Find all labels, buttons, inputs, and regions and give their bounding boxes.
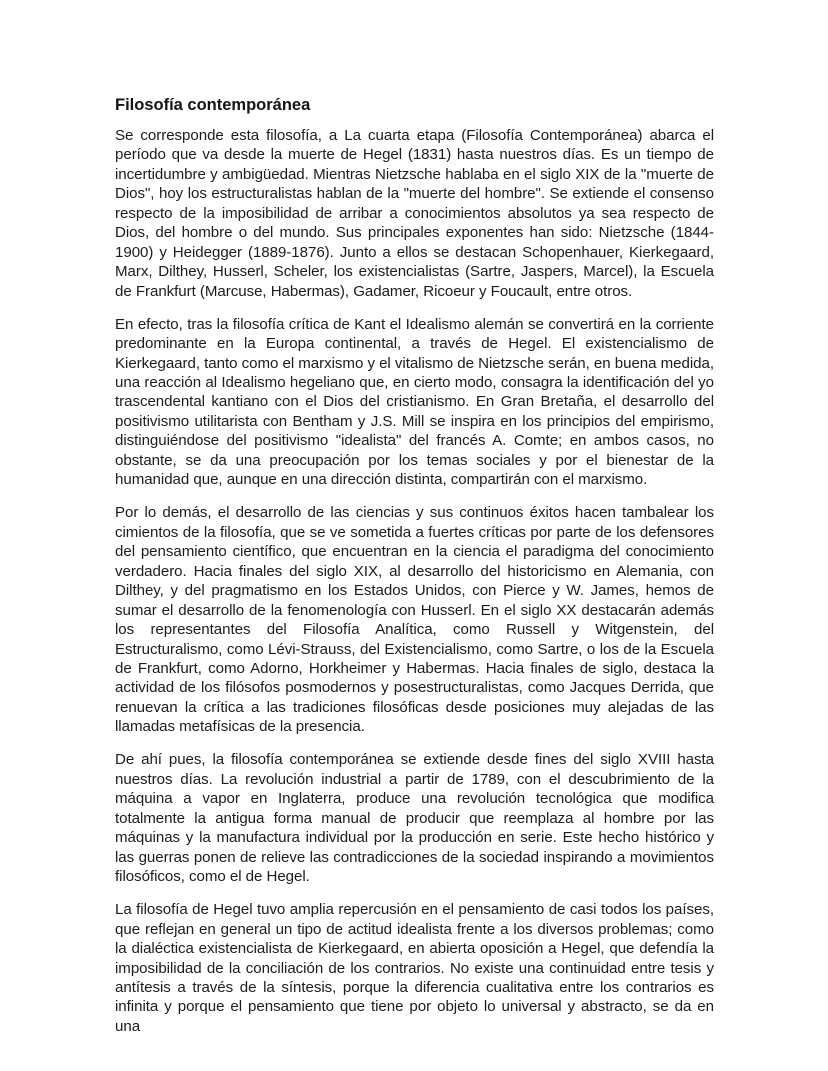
section-title: Filosofía contemporánea (115, 96, 311, 114)
paragraph-4: De ahí pues, la filosofía contemporánea se extiende desde fines del siglo XVIII hasta nuestros días. La revolución industrial a partir de 1789, con el descubrimiento de la máquina a vapor en Inglaterra, produce una revolución tecnológica que modifica totalmente la antigua forma manual de producir que reemplaza al hombre por las máquinas y la manufactura individual por la producción en serie. Este hecho histórico y las guerras ponen de relieve las contradicciones de la sociedad inspirando a movimientos filosóficos, como el de Hegel. (115, 751, 714, 886)
paragraph-5: La filosofía de Hegel tuvo amplia repercusión en el pensamiento de casi todos los países, que reflejan en general un tipo de actitud idealista frente a los diversos problemas; como la dialéctica existencialista de Kierkegaard, en abierta oposición a Hegel, que defendía la imposibilidad de la conciliación de los contrarios. No existe una continuidad entre tesis y antítesis a través de la síntesis, porque la diferencia cualitativa entre los contrarios es infinita y porque el pensamiento que tiene por objeto lo universal y abstracto, se da en una (115, 901, 714, 1035)
paragraph-2: En efecto, tras la filosofía crítica de Kant el Idealismo alemán se convertirá en la corriente predominante en la Europa continental, a través de Hegel. El existencialismo de Kierkegaard, tanto como el marxismo y el vitalismo de Nietzsche serán, en buena medida, una reacción al Idealismo hegeliano que, en cierto modo, consagra la identificación del yo trascendental kantiano con el Dios del cristianismo. En Gran Bretaña, el desarrollo del positivismo utilitarista con Bentham y J.S. Mill se inspira en los principios del empirismo, distinguiéndose del positivismo "idealista" del francés A. Comte; en ambos casos, no obstante, se da una preocupación por los temas sociales y por el bienestar de la humanidad que, aunque en una dirección distinta, compartirán con el marxismo. (115, 315, 714, 489)
paragraph-3: Por lo demás, el desarrollo de las ciencias y sus continuos éxitos hacen tambalear los cimientos de la filosofía, que se ve sometida a fuertes críticas por parte de los defensores del pensamiento científico, que encuentran en la ciencia el paradigma del conocimiento verdadero. Hacia finales del siglo XIX, al desarrollo del historicismo en Alemania, con Dilthey, y del pragmatismo en los Estados Unidos, con Pierce y W. James, hemos de sumar el desarrollo de la fenomenología con Husserl. En el siglo XX destacarán además los representantes del Filosofía Analítica, como Russell y Witgenstein, del Estructuralismo, como Lévi-Strauss, del Existencialismo, como Sartre, o los de la Escuela de Frankfurt, como Adorno, Horkheimer y Habermas. Hacia finales de siglo, destaca la actividad de los filósofos posmodernos y posestructuralistas, como Jacques Derrida, que renuevan la crítica a las tradiciones filosóficas desde posiciones muy alejadas de las llamadas metafísicas de la presencia. (115, 504, 714, 736)
document-page (115, 94, 714, 1050)
paragraph-1: Se corresponde esta filosofía, a La cuarta etapa (Filosofía Contemporánea) abarca el período que va desde la muerte de Hegel (1831) hasta nuestros días. Es un tiempo de incertidumbre y ambigüedad. Mientras Nietzsche hablaba en el siglo XIX de la "muerte de Dios", hoy los estructuralistas hablan de la "muerte del hombre". Se extiende el consenso respecto de la imposibilidad de arribar a conocimientos absolutos ya sea respecto de Dios, del hombre o del mundo. Sus principales exponentes han sido: Nietzsche (1844-1900) y Heidegger (1889-1876). Junto a ellos se destacan Schopenhauer, Kierkegaard, Marx, Dilthey, Husserl, Scheler, los existencialistas (Sartre, Jaspers, Marcel), la Escuela de Frankfurt (Marcuse, Habermas), Gadamer, Ricoeur y Foucault, entre otros. (115, 127, 714, 300)
